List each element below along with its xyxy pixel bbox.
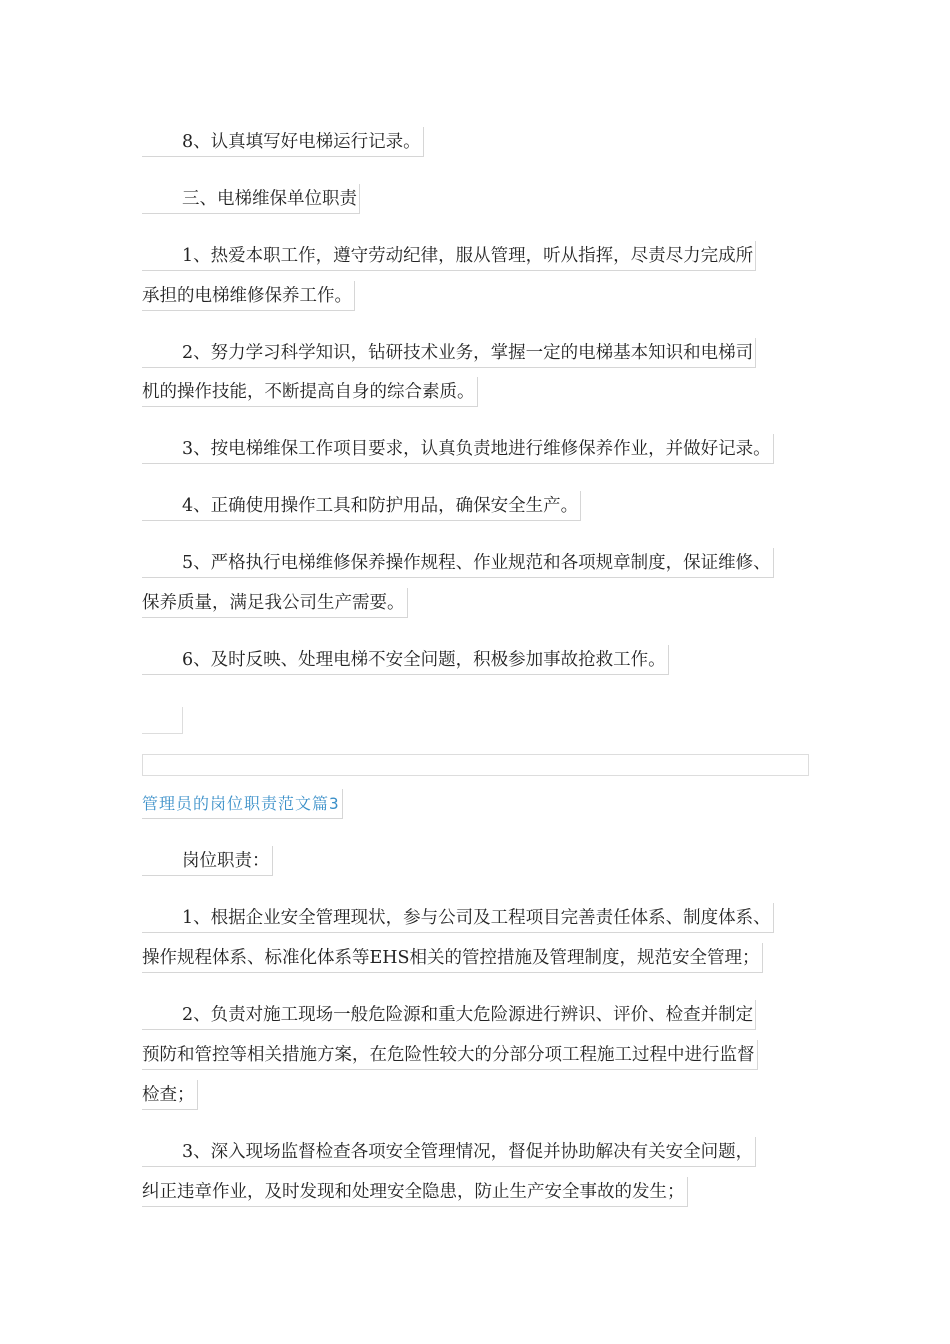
duty-item-2-line-1: 2、负责对施工现场一般危险源和重大危险源进行辨识、评价、检查并制定 — [142, 1000, 756, 1030]
divider-box — [142, 754, 809, 776]
article-heading: 管理员的岗位职责范文篇3 — [142, 789, 343, 819]
duty-item-3-line-2: 纠正违章作业，及时发现和处理安全隐患，防止生产安全事故的发生； — [142, 1177, 688, 1207]
maintenance-item-2-line-2: 机的操作技能，不断提高自身的综合素质。 — [142, 377, 478, 407]
maintenance-item-1-line-2: 承担的电梯维修保养工作。 — [142, 281, 355, 311]
job-duties-subtitle: 岗位职责： — [142, 846, 273, 876]
maintenance-item-3: 3、按电梯维保工作项目要求，认真负责地进行维修保养作业，并做好记录。 — [142, 434, 774, 464]
maintenance-item-4: 4、正确使用操作工具和防护用品，确保安全生产。 — [142, 491, 581, 521]
maintenance-item-6: 6、及时反映、处理电梯不安全问题，积极参加事故抢救工作。 — [142, 645, 669, 675]
empty-paragraph — [142, 707, 183, 734]
duty-item-2-line-3: 检查； — [142, 1080, 198, 1110]
duty-item-1-line-1: 1、根据企业安全管理现状，参与公司及工程项目完善责任体系、制度体系、 — [142, 903, 774, 933]
duty-item-3-line-1: 3、深入现场监督检查各项安全管理情况，督促并协助解决有关安全问题， — [142, 1137, 756, 1167]
duty-item-2-line-2: 预防和管控等相关措施方案，在危险性较大的分部分项工程施工过程中进行监督 — [142, 1040, 758, 1070]
maintenance-item-5-line-1: 5、严格执行电梯维修保养操作规程、作业规范和各项规章制度，保证维修、 — [142, 548, 774, 578]
duty-item-1-line-2: 操作规程体系、标准化体系等EHS相关的管控措施及管理制度，规范安全管理； — [142, 943, 763, 973]
maintenance-item-1-line-1: 1、热爱本职工作，遵守劳动纪律，服从管理，听从指挥，尽责尽力完成所 — [142, 241, 756, 271]
section-title-maintenance: 三、电梯维保单位职责 — [142, 184, 360, 214]
item-8: 8、认真填写好电梯运行记录。 — [142, 127, 424, 157]
maintenance-item-5-line-2: 保养质量，满足我公司生产需要。 — [142, 588, 408, 618]
maintenance-item-2-line-1: 2、努力学习科学知识，钻研技术业务，掌握一定的电梯基本知识和电梯司 — [142, 338, 756, 368]
